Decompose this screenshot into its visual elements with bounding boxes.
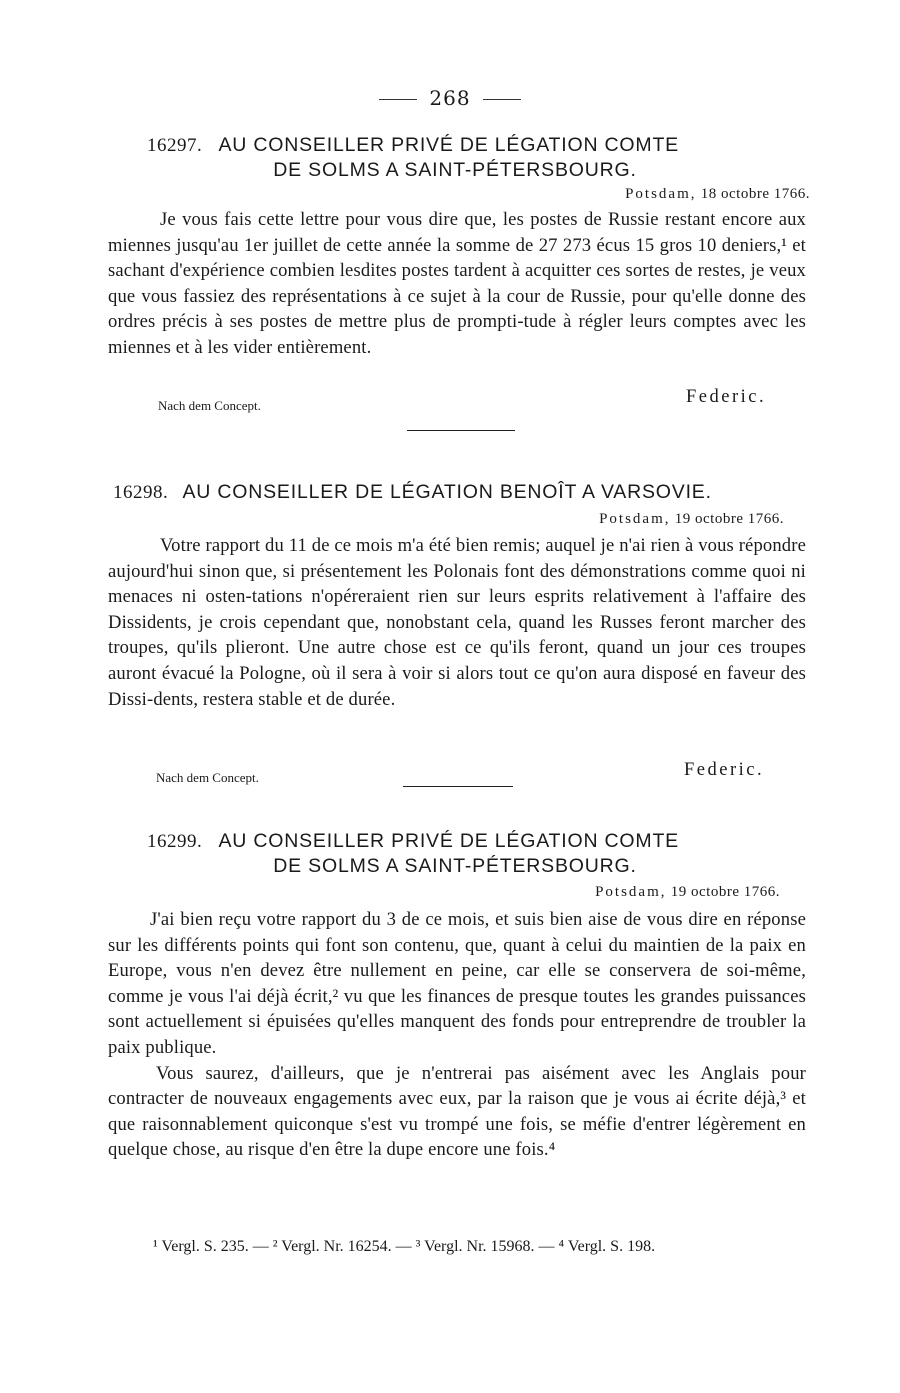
footnotes: ¹ Vergl. S. 235. — ² Vergl. Nr. 16254. — ³ Vergl. Nr. 15968. — ⁴ Vergl. S. 198. [153, 1238, 656, 1255]
signature: Federic. [686, 387, 767, 407]
letter-title-16299 [105, 829, 805, 878]
dateline-place: Potsdam, [599, 511, 671, 527]
letter-title-line2: DE SOLMS A SAINT-PÉTERSBOURG. [273, 855, 637, 877]
letter-body-16298: Votre rapport du 11 de ce mois m'a été bien remis; auquel je n'ai rien à vous répondre aujourd'hui sinon que, si présentement les Polonais font des démonstrations comme quoi ni menaces ni osten-tations n'opéreraient rien sur leurs esprits relativement à l'affaire des Dissidents, je crois cependant que, nonobstant cela, quand les Russes feront marcher des troupes, qu'ils plieront. Une autre chose est ce qu'ils feront, quand un jour ces troupes auront évacué la Pologne, où il sera à voir si alors tout ce qu'on aura disposé en faveur des Dissi-dents, restera stable et de durée. [108, 535, 806, 710]
letter-number: 16299. [147, 831, 203, 852]
letter-title-16297 [105, 133, 805, 182]
source-note: Nach dem Concept. [156, 770, 259, 785]
letter-body-16299 [108, 907, 806, 1163]
header-dash-right [483, 99, 521, 100]
letter-number: 16298. [113, 482, 169, 503]
dateline-place: Potsdam, [595, 884, 667, 900]
dateline-date: 18 octobre 1766. [700, 186, 810, 202]
letter-dateline-16297 [625, 186, 810, 203]
signature: Federic. [684, 760, 765, 780]
section-divider [407, 430, 515, 431]
section-divider [403, 786, 513, 787]
dateline-date: 19 octobre 1766. [670, 884, 780, 900]
letter-title-line1: AU CONSEILLER DE LÉGATION BENOÎT A VARSOVIE. [182, 481, 712, 503]
letter-paragraph: J'ai bien reçu votre rapport du 3 de ce mois, et suis bien aise de vous dire en réponse sur les différents points qui font son contenu, que, quant à celui du maintien de la paix en Europe, vous n'en devez être nullement en peine, car elle se conservera de soi-même, comme je vous l'ai déjà écrit,² vu que les finances de presque toutes les grandes puissances sont actuellement si épuisées qu'elles manquent des fonds pour entreprendre de troubler la paix publique. [108, 909, 806, 1058]
letter-title-line2: DE SOLMS A SAINT-PÉTERSBOURG. [273, 159, 637, 181]
dateline-date: 19 octobre 1766. [674, 511, 784, 527]
letter-title-line1: AU CONSEILLER PRIVÉ DE LÉGATION COMTE [218, 134, 679, 156]
header-dash-left [379, 99, 417, 100]
page-number: 268 [429, 86, 471, 110]
letter-body-16297: Je vous fais cette lettre pour vous dire que, les postes de Russie restant encore aux miennes jusqu'au 1er juillet de cette année la somme de 27 273 écus 15 gros 10 deniers,¹ et sachant d'expérience combien lesdites postes tardent à acquitter ces sortes de restes, je veux que vous fassiez des représentations à ce sujet à la cour de Russie, pour qu'elle donne des ordres précis à ses postes de mettre plus de prompti-tude à régler leurs comptes avec les miennes et à les vider entièrement. [108, 209, 806, 358]
dateline-place: Potsdam, [625, 186, 697, 202]
letter-title-16298 [113, 480, 813, 505]
letter-paragraph: Vous saurez, d'ailleurs, que je n'entrerai pas aisément avec les Anglais pour contracter de nouveaux engagements avec eux, par la raison que je vous ai écrite déjà,³ et que raisonnablement quiconque s'est vu trompé une fois, se méfie d'entrer légèrement en quelque chose, au risque d'en être la dupe encore une fois.⁴ [108, 1062, 806, 1161]
letter-dateline-16299 [595, 884, 780, 901]
source-note: Nach dem Concept. [158, 398, 261, 413]
page-header [0, 86, 900, 110]
letter-dateline-16298 [599, 511, 784, 528]
letter-number: 16297. [147, 135, 203, 156]
letter-title-line1: AU CONSEILLER PRIVÉ DE LÉGATION COMTE [218, 830, 679, 852]
